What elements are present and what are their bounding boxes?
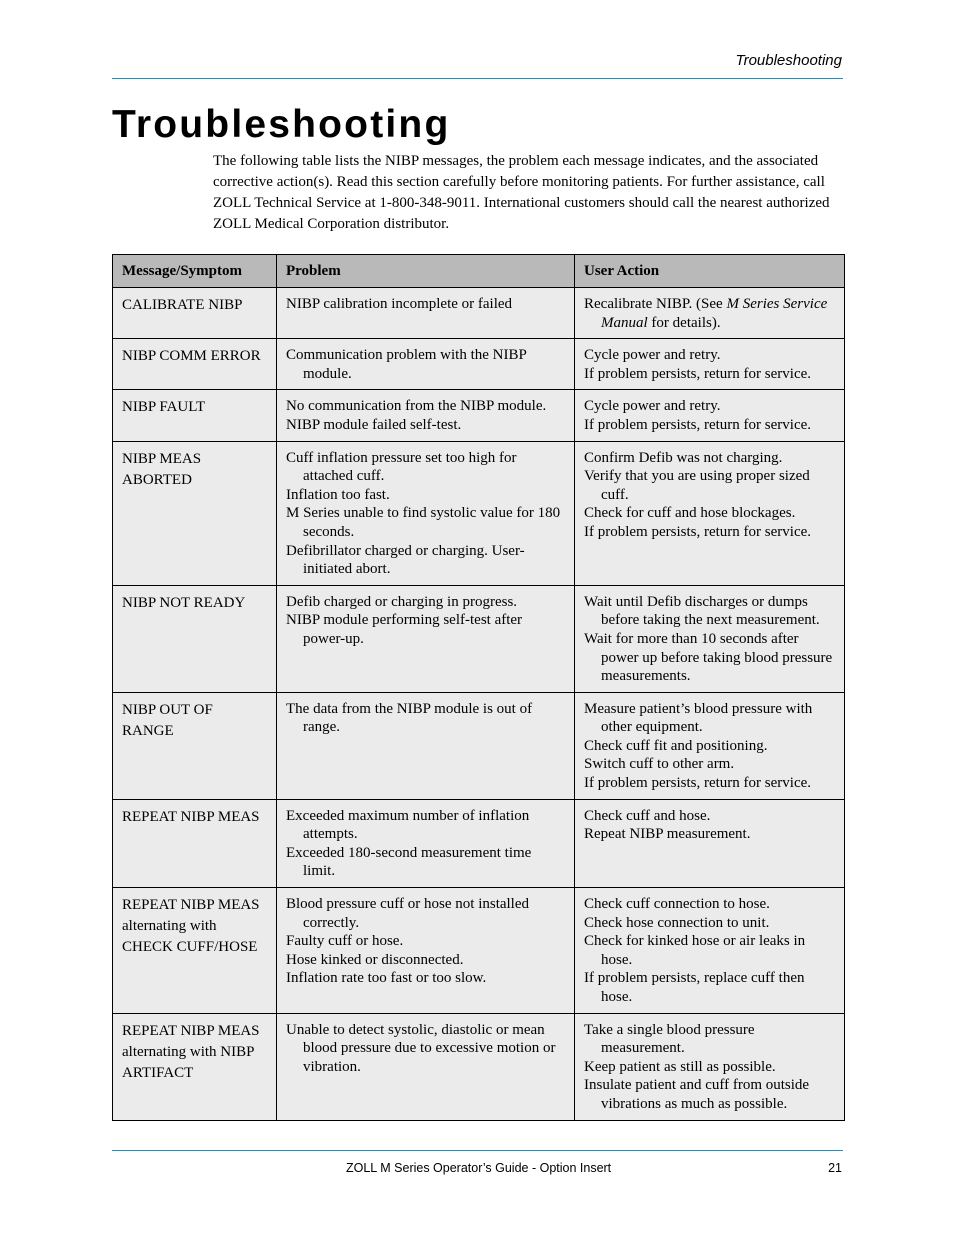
message-line: RANGE [122,722,174,739]
page-title: Troubleshooting [112,103,451,146]
action-cell [575,1013,845,1120]
message-line: ARTIFACT [122,1064,194,1081]
problem-cell [277,1013,575,1120]
column-header-problem: Problem [277,255,575,288]
action-line: Take a single blood pressure measurement. [584,1021,755,1057]
action-line: Measure patient’s blood pressure with other equipment. [584,700,813,736]
intro-paragraph: The following table lists the NIBP messages, the problem each message indicates, and the associated corrective action(s). Read this section carefully before monitoring patients. For further assistance, call ZOLL Technical Service at 1-800-348-9011. International customers should call the nearest authorized ZOLL Medical Corporation distributor. [213,153,830,232]
action-line [584,295,836,332]
problem-cell [277,799,575,887]
message-cell [113,585,277,692]
action-line: If problem persists, return for service. [584,365,812,382]
message-line: REPEAT NIBP MEAS [122,1022,260,1039]
action-text: for details). [647,314,721,331]
message-line: NIBP COMM ERROR [122,348,261,365]
problem-line: Exceeded 180-second measurement time limit. [286,844,532,880]
table-header-row [113,255,845,288]
problem-line: Defib charged or charging in progress. [286,593,518,610]
action-line: Check hose connection to unit. [584,914,770,931]
table-row [113,441,845,585]
action-line: Repeat NIBP measurement. [584,826,751,843]
table-row [113,692,845,799]
action-cell [575,585,845,692]
action-line: Cycle power and retry. [584,347,721,364]
problem-cell [277,692,575,799]
problem-line: Communication problem with the NIBP module. [286,347,527,382]
header-rule [112,78,843,79]
action-cell [575,288,845,339]
message-line: CALIBRATE NIBP [122,297,243,313]
table-body [113,288,845,1121]
page-number: 21 [828,1161,842,1175]
message-line: alternating with NIBP [122,1043,255,1060]
problem-cell [277,288,575,339]
problem-cell [277,441,575,585]
problem-line: Unable to detect systolic, diastolic or mean blood pressure due to excessive motion or vibration. [286,1021,556,1075]
message-cell [113,288,277,339]
table-row [113,339,845,390]
action-cell [575,339,845,390]
message-line: NIBP FAULT [122,399,206,416]
running-header: Troubleshooting [735,52,842,69]
troubleshooting-table [112,254,845,1121]
table-row [113,799,845,887]
problem-line: Inflation rate too fast or too slow. [286,970,487,987]
action-line: Insulate patient and cuff from outside vibrations as much as possible. [584,1077,810,1112]
table-row [113,1013,845,1120]
action-line: Keep patient as still as possible. [584,1058,776,1075]
message-cell [113,888,277,1014]
problem-line: Inflation too fast. [286,486,390,503]
message-cell [113,1013,277,1120]
action-line: Cycle power and retry. [584,398,721,415]
problem-cell [277,390,575,441]
message-line: CHECK CUFF/HOSE [122,939,258,956]
action-line: Wait for more than 10 seconds after power up before taking blood pressure measurements. [584,630,833,685]
action-line: Check cuff and hose. [584,807,711,824]
action-line: Wait until Defib discharges or dumps before taking the next measurement. [584,593,820,629]
problem-cell [277,585,575,692]
problem-cell [277,339,575,390]
action-line: Switch cuff to other arm. [584,756,735,773]
message-line: alternating with [122,918,217,935]
action-cell [575,692,845,799]
action-text: Recalibrate NIBP. (See [584,296,727,312]
message-line: NIBP MEAS [122,450,202,467]
problem-line: Faulty cuff or hose. [286,933,404,950]
problem-line: NIBP module failed self-test. [286,416,462,433]
action-cell [575,390,845,441]
message-line: NIBP NOT READY [122,594,246,611]
problem-line: Hose kinked or disconnected. [286,951,464,968]
action-line: Check for kinked hose or air leaks in hose. [584,933,806,968]
action-cell [575,799,845,887]
action-line: If problem persists, return for service. [584,523,812,540]
footer-doc-title: ZOLL M Series Operator’s Guide - Option Insert [346,1161,612,1175]
message-line: REPEAT NIBP MEAS [122,808,260,825]
action-cell [575,888,845,1014]
message-cell [113,390,277,441]
message-cell [113,692,277,799]
problem-line: NIBP module performing self-test after power-up. [286,612,523,647]
action-line: If problem persists, return for service. [584,416,812,433]
problem-line: NIBP calibration incomplete or failed [286,296,513,312]
message-line: ABORTED [122,471,192,488]
problem-line: Defibrillator charged or charging. User-initiated abort. [286,542,525,578]
message-cell [113,339,277,390]
problem-line: Exceeded maximum number of inflation attempts. [286,807,530,843]
column-header-message: Message/Symptom [113,255,277,288]
message-line: REPEAT NIBP MEAS [122,897,260,914]
message-cell [113,441,277,585]
action-line: Confirm Defib was not charging. [584,449,783,466]
action-line: If problem persists, replace cuff then hose. [584,970,805,1005]
message-line: NIBP OUT OF [122,701,213,718]
problem-line: Cuff inflation pressure set too high for attached cuff. [286,449,517,485]
table-row [113,390,845,441]
problem-line: M Series unable to find systolic value for 180 seconds. [286,505,561,540]
column-header-action: User Action [575,255,845,288]
message-cell [113,799,277,887]
footer-rule [112,1150,843,1151]
action-line: Verify that you are using proper sized cuff. [584,468,810,503]
problem-line: Blood pressure cuff or hose not installed correctly. [286,896,530,931]
action-line: If problem persists, return for service. [584,775,812,792]
table-row [113,288,845,339]
action-line: Check cuff connection to hose. [584,896,770,913]
problem-line: No communication from the NIBP module. [286,398,547,415]
problem-line: The data from the NIBP module is out of range. [286,700,533,736]
table-row [113,585,845,692]
action-line: Check for cuff and hose blockages. [584,505,796,522]
table-row [113,888,845,1014]
problem-cell [277,888,575,1014]
manual-reference: M Series Service Manual [601,296,828,331]
action-line: Check cuff fit and positioning. [584,737,768,754]
action-cell [575,441,845,585]
